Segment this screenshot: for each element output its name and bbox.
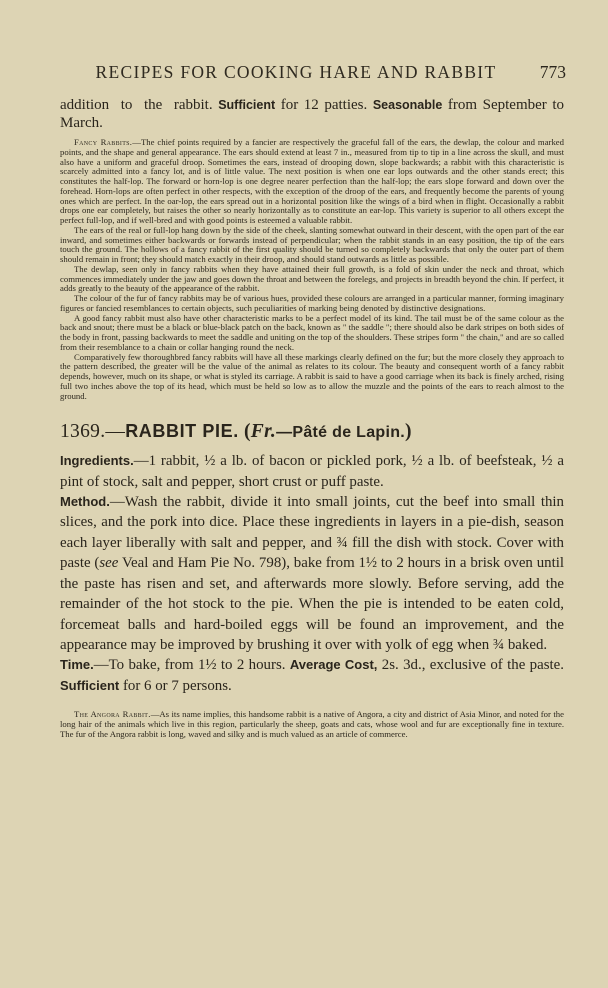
time-paragraph (60, 655, 564, 696)
time-label: Time. (60, 657, 94, 673)
fancy-rabbits-note (60, 138, 564, 401)
ingredients-paragraph (60, 451, 564, 492)
intro-text: addition to the rabbit. (60, 97, 213, 113)
angora-heading: The Angora Rabbit. (74, 709, 151, 720)
angora-paragraph (60, 710, 564, 739)
fancy-rabbits-p5: A good fancy rabbit must also have other characteristic marks to be a perfect model of its kind. The tail must be of the same colour as the back and snout; there must be a black or blue-black patch on the back, known as " the saddle "; there should also be dark stripes on both sides of the body in front, passing backwards to meet the saddle and uniting on the top of the shoulders. These stripes form " the chain," and are so called from their resemblance to a chain or collar hanging round the neck. (60, 312, 564, 352)
french-close-paren: ) (405, 421, 412, 443)
intro-season: from September to March. (60, 97, 565, 131)
method-see: see (99, 555, 119, 572)
french-open-paren: ( (243, 421, 251, 443)
angora-text: —As its name implies, this handsome rabbit is a native of Angora, a city and district of Asia Minor, and noted for the long hair of the animals which live in this region, particularly the sheep, goats and cats, whose wool and fur are exceptionally fine in texture. The fur of the Angora rabbit is long, waved and silky and is much valued as an article of commerce. (60, 709, 564, 739)
page-header (60, 62, 566, 83)
method-text-b: Veal and Ham Pie No. 798), bake from 1½ to 2 hours in a brisk oven until the paste has risen and set, and afterwards more slowly. Before serving, add the remainder of the hot stock to the pie. When the pie is intended to be eaten cold, forcemeat balls and hard-boiled eggs will be found an improvement, and the appearance may be improved by brushing it over with yolk of egg when ¾ baked. (60, 555, 565, 653)
method-label: Method. (60, 494, 110, 510)
cost-text: 2s. 3d., exclusive of the paste. (381, 657, 564, 674)
french-name: —Pâté de Lapin. (276, 424, 406, 442)
servings-label: Sufficient (60, 677, 120, 693)
method-paragraph (60, 492, 564, 655)
fancy-rabbits-p1-text: —The chief points required by a fancier are respectively the graceful fall of the ears, the dewlap, the colour and marked points, and the shape and general appearance. The ears should extend at least 7 in., measured from tip to tip in a line across the skull, and must also have a uniform and graceful droop. Sometimes the ears, instead of drooping down, slope backwards; a rabbit with this characteristic is scarcely admitted into a fancy lot, and is of little value. The next position is when one ear lops outwards and the other stands erect; this constitutes the half-lop. The forward or horn-lop is one degree nearer perfection than the half-lop; the ears slope forward and down over the forehead. Horn-lops are often perfect in other respects, with the exception of the droop of the ears, and frequently become the parents of young ones which are perfect. In the oar-lop, the ears spread out in a horizontal position like the wings of a bird when in flight. Occasionally a rabbit drops one ear completely, but raises the other so nearly horizontally as to constitute an ear-lop. This variety is superior to all others except the perfect full-lop, and if well-bred and with good points is esteemed a valuable rabbit. (60, 137, 564, 225)
page-content (60, 96, 564, 739)
running-title: RECIPES FOR COOKING HARE AND RABBIT (95, 62, 497, 82)
intro-paragraph (60, 96, 564, 132)
french-label: Fr. (250, 421, 277, 443)
fancy-rabbits-heading: Fancy Rabbits. (74, 137, 133, 147)
ingredients-text: —1 rabbit, ½ a lb. of bacon or pickled pork, ½ a lb. of beefsteak, ½ a pint of stock, salt and pepper, short crust or puff paste. (60, 453, 564, 490)
ingredients-label: Ingredients. (60, 453, 134, 469)
method-text-a: —Wash the rabbit, divide it into small joints, cut the beef into small thin slices, and the pork into dice. Place these ingredients in layers in a pie-dish, season each layer liberally with salt and pepper, and ¾ fill the dish with stock. Cover with paste ( (60, 494, 564, 572)
recipe-name: RABBIT PIE. (125, 421, 239, 442)
cost-label: Average Cost, (289, 657, 378, 673)
fancy-rabbits-p2: The ears of the real or full-lop hang down by the side of the cheek, slanting somewhat outward in their descent, with the open part of the ear inward, and sometimes either backwards or forwards instead of perpendicular; when the rabbit stands in an easy position, the tip of the ears touch the ground. The hollows of a fancy rabbit of the first quality should be turned so completely backwards that only the outer part of them should remain in front; they should match exactly in their droop, and should stand outwards as little as possible. (60, 224, 564, 264)
sufficient-label: Sufficient (218, 98, 276, 112)
fancy-rabbits-p6: Comparatively few thoroughbred fancy rabbits will have all these markings clearly defined on the fur; but the more closely they approach to the pattern described, the greater will be the value of the animal as relates to its colour. The beauty and consequent worth of a fancy rabbit depends, however, much on its shape, or what is styled its carriage. A rabbit is said to have a good carriage when its back is finely arched, rising full two inches above the top of its head, which must be held so low as to allow the muzzle and the points of the ears to reach almost to the ground. (60, 351, 564, 401)
angora-note (60, 710, 564, 739)
fancy-rabbits-p4: The colour of the fur of fancy rabbits may be of various hues, provided these colours are arranged in a particular manner, forming imaginary figures or fancied resemblances to certain objects, such peculiarities of marking being denoted by distinctive designations. (60, 293, 564, 313)
seasonable-label: Seasonable (372, 98, 443, 112)
time-text: —To bake, from 1½ to 2 hours. (93, 657, 286, 674)
page-number: 773 (539, 62, 566, 82)
intro-quantity: for 12 patties. (280, 97, 368, 113)
recipe-number: 1369.— (60, 421, 126, 443)
fancy-rabbits-p1 (60, 138, 564, 226)
fancy-rabbits-p3: The dewlap, seen only in fancy rabbits when they have attained their full growth, is a fold of skin under the neck and throat, which commences immediately under the jaw and goes down the throat and between the forelegs, and projects in breadth beyond the chin. If perfect, it adds greatly to the beauty of the appearance of the rabbit. (60, 263, 564, 294)
servings-text: for 6 or 7 persons. (122, 677, 232, 694)
recipe-title (60, 421, 564, 443)
